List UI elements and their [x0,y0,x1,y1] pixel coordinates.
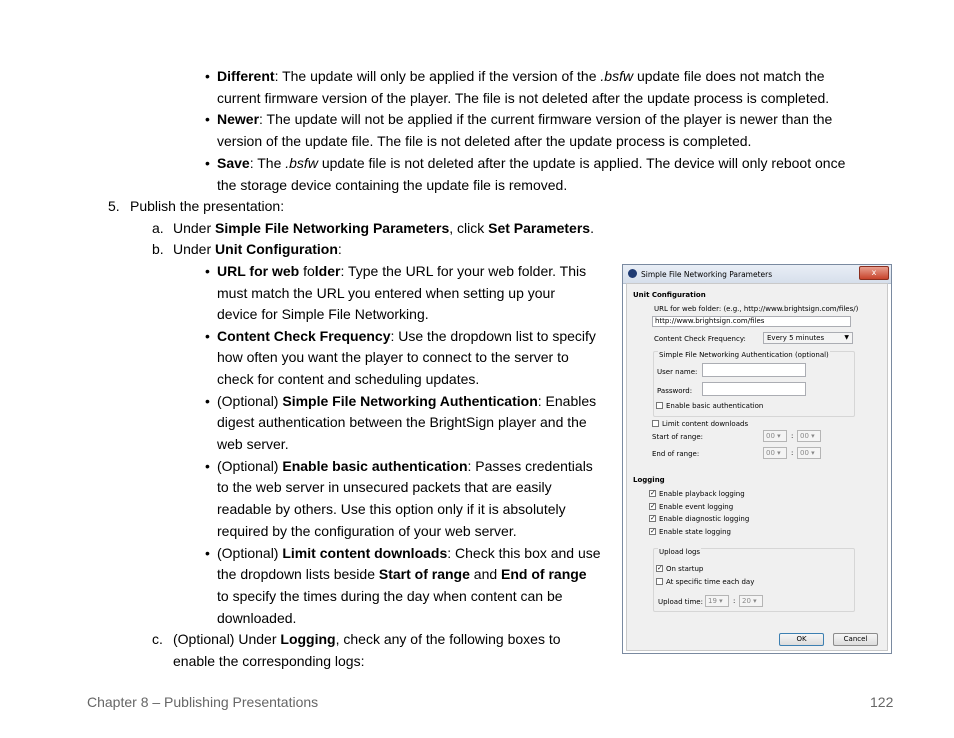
dialog-body [626,283,888,651]
bullet-url-line3: device for Simple File Networking. [217,306,429,322]
state-log-checkbox[interactable]: ✓ [650,527,656,535]
specific-time-label: At specific time each day [666,578,755,586]
step-a-letter: a. [152,220,164,236]
bullet-marker: • [205,68,210,84]
url-label: URL for web folder: (e.g., http://www.brightsign.com/files/) [654,305,859,313]
basic-auth-label: Enable basic authentication [666,402,764,410]
step-5-number: 5. [108,198,120,214]
footer-chapter: Chapter 8 – Publishing Presentations [87,694,319,710]
ok-button[interactable]: OK [779,633,824,646]
bullet-basic-auth: (Optional) Enable basic authentication: Passes credentials [217,458,593,474]
bullet-authentication: (Optional) Simple File Networking Authentication: Enables [217,393,597,409]
password-label: Password: [657,387,693,395]
bullet-save: Save: The .bsfw update file is not deleted after the update is applied. The device will only reboot once [217,155,846,171]
event-log-label: Enable event logging [659,503,734,511]
freq-label: Content Check Frequency: [654,335,746,343]
bullet-marker: • [205,111,210,127]
start-hour-dropdown[interactable]: 00 ▾ [763,430,787,442]
bullet-limit-line4: downloaded. [217,610,297,626]
bullet-different: Different: The update will only be applied if the version of the .bsfw update file does not match the [217,68,825,84]
frequency-dropdown[interactable] [763,332,853,344]
bullet-marker: • [205,393,210,409]
limit-downloads-checkbox[interactable] [652,420,659,427]
bullet-different-line2: current firmware version of the player. The file is not deleted after the update process is completed. [217,90,830,106]
bullet-marker: • [205,263,210,279]
bullet-save-line2: the storage device containing the update file is removed. [217,177,568,193]
dialog-title: Simple File Networking Parameters [641,270,773,279]
event-log-checkbox[interactable]: ✓ [650,502,656,510]
limit-downloads-label: Limit content downloads [662,420,749,428]
bullet-marker: • [205,155,210,171]
bullet-marker: • [205,458,210,474]
upload-hour-dropdown[interactable]: 19 ▾ [705,595,729,607]
chevron-down-icon: ▼ [844,334,849,341]
end-range-label: End of range: [652,450,700,458]
upload-minute-dropdown[interactable]: 20 ▾ [739,595,763,607]
sfn-parameters-dialog [622,264,892,654]
on-startup-label: On startup [666,565,704,573]
bullet-limit-line2: the dropdown lists beside Start of range and End of range [217,566,587,582]
bullet-url-line2: must match the URL you entered when setting up your [217,285,555,301]
bullet-limit-line3: to specify the times during the day when content can be [217,588,563,604]
diagnostic-log-checkbox[interactable]: ✓ [650,514,656,522]
upload-group-label: Upload logs [659,548,701,556]
specific-time-checkbox[interactable] [656,578,663,585]
upload-colon: : [733,597,736,605]
bullet-frequency-line3: check for content and scheduling updates. [217,371,480,387]
bullet-newer-line2: version of the update file. The file is not deleted after the update process is completed. [217,133,752,149]
bullet-url: URL for web folder: Type the URL for your web folder. This [217,263,587,279]
url-input[interactable]: http://www.brightsign.com/files [652,316,851,327]
bullet-marker: • [205,328,210,344]
basic-auth-checkbox[interactable] [656,402,663,409]
step-c-line2: enable the corresponding logs: [173,653,365,669]
end-minute-dropdown[interactable]: 00 ▾ [797,447,821,459]
page-number: 122 [870,694,894,710]
start-colon: : [791,432,794,440]
dialog-titlebar [623,265,891,284]
step-b-text: Under Unit Configuration: [173,241,342,257]
upload-time-label: Upload time: [658,598,703,606]
bullet-basic-auth-line3: readable by others. Use this option only if it is absolutely [217,501,566,517]
unit-config-heading: Unit Configuration [633,291,706,299]
bullet-newer: Newer: The update will not be applied if the current firmware version of the player is newer than the [217,111,833,127]
on-startup-checkbox[interactable]: ✓ [657,564,663,572]
bullet-frequency-line2: how often you want the player to connect to the server to [217,349,569,365]
end-colon: : [791,449,794,457]
playback-log-checkbox[interactable]: ✓ [650,489,656,497]
cancel-button[interactable]: Cancel [833,633,878,646]
bullet-frequency: Content Check Frequency: Use the dropdown list to specify [217,328,596,344]
step-a-text: Under Simple File Networking Parameters, click Set Parameters. [173,220,594,236]
app-icon [628,269,637,278]
bullet-basic-auth-line2: to the web server in unsecured packets that are easily [217,479,552,495]
bullet-authentication-line2: digest authentication between the BrightSign player and the [217,414,587,430]
username-label: User name: [657,368,698,376]
step-5-text: Publish the presentation: [130,198,285,214]
playback-log-label: Enable playback logging [659,490,745,498]
auth-group-label: Simple File Networking Authentication (optional) [659,351,829,359]
start-minute-dropdown[interactable]: 00 ▾ [797,430,821,442]
diagnostic-log-label: Enable diagnostic logging [659,515,750,523]
bullet-marker: • [205,545,210,561]
step-c-letter: c. [152,631,163,647]
bullet-authentication-line3: web server. [217,436,289,452]
start-range-label: Start of range: [652,433,704,441]
step-b-letter: b. [152,241,164,257]
end-hour-dropdown[interactable]: 00 ▾ [763,447,787,459]
username-input[interactable] [702,363,806,377]
frequency-value: Every 5 minutes [767,334,825,342]
logging-heading: Logging [633,476,665,484]
close-icon[interactable]: x [859,266,889,280]
step-c-text: (Optional) Under Logging, check any of the following boxes to [173,631,561,647]
state-log-label: Enable state logging [659,528,731,536]
bullet-basic-auth-line4: required by the configuration of your web server. [217,523,517,539]
password-input[interactable] [702,382,806,396]
bullet-limit: (Optional) Limit content downloads: Check this box and use [217,545,601,561]
